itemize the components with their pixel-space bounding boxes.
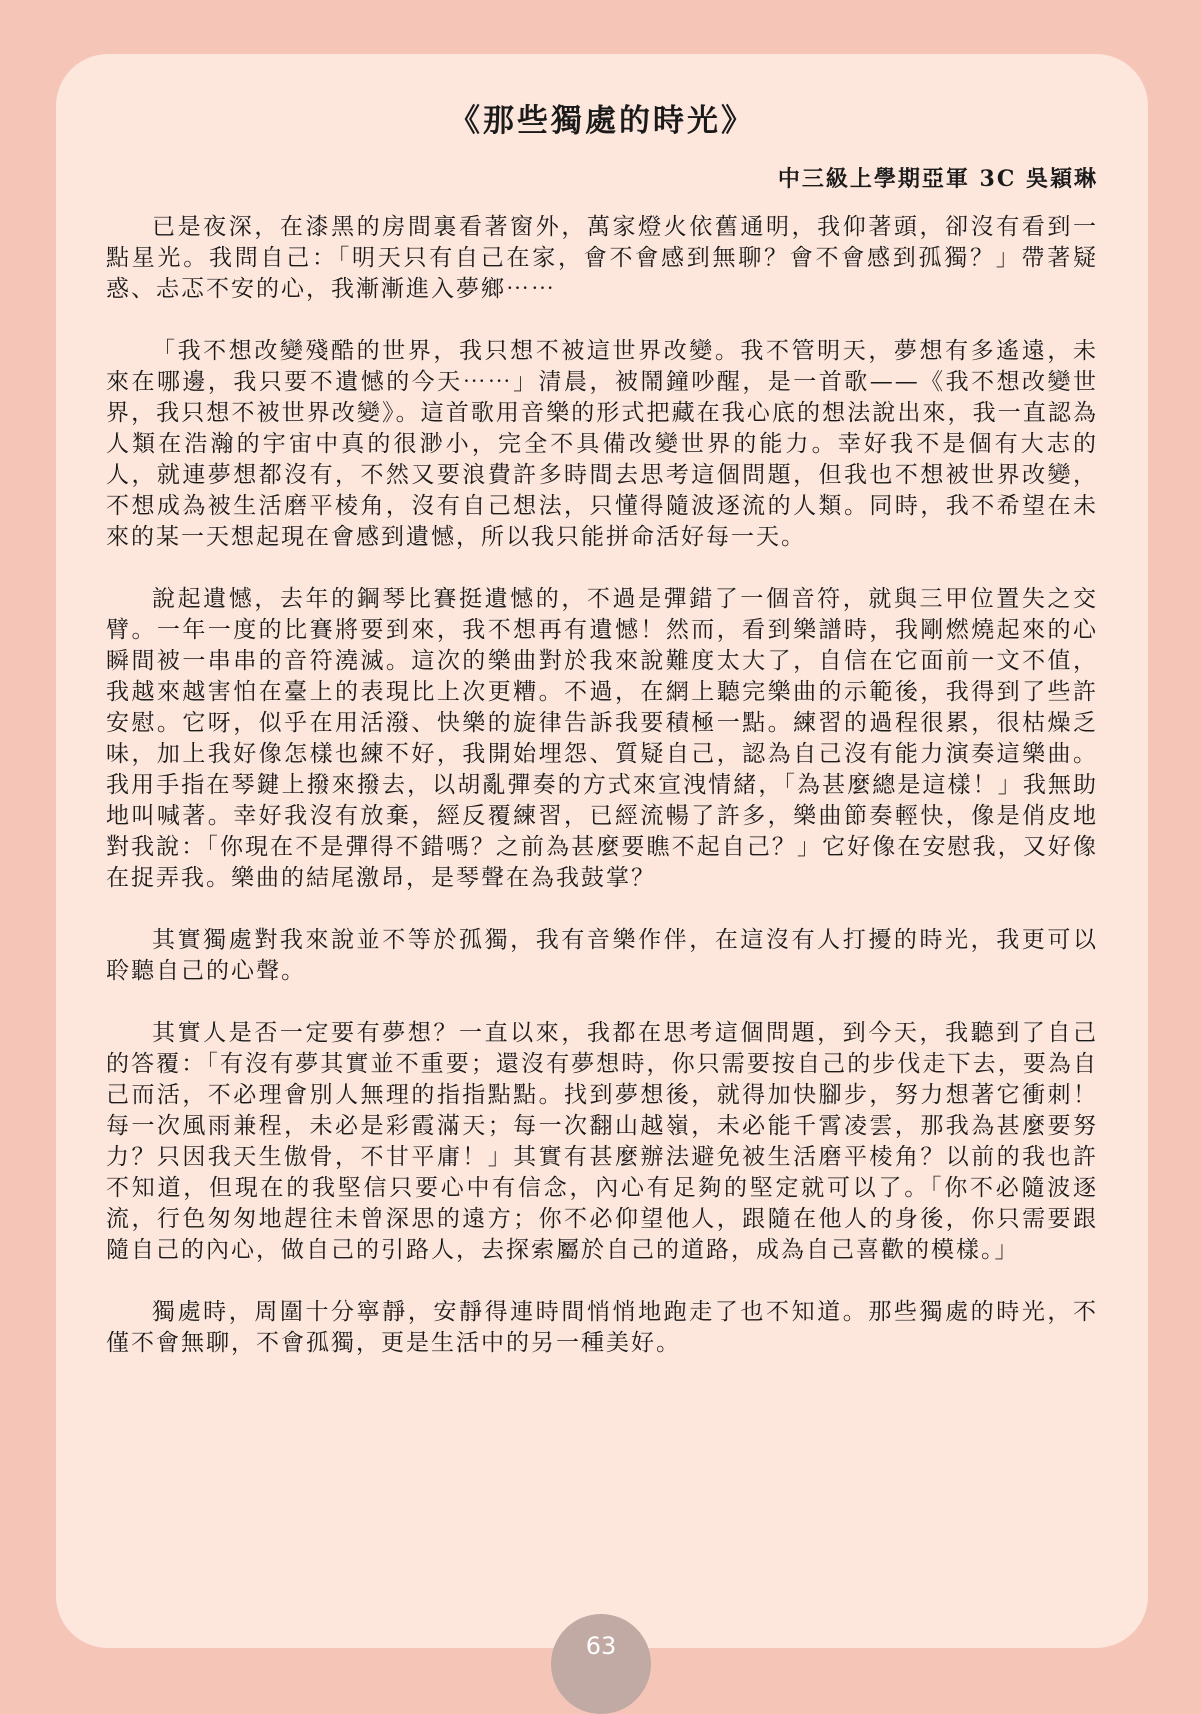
author-byline: 中三級上學期亞軍 3C 吳穎琳	[777, 166, 1098, 192]
page-card	[56, 54, 1148, 1648]
paragraph: 說起遺憾，去年的鋼琴比賽挺遺憾的，不過是彈錯了一個音符，就與三甲位置失之交臂。一年一度的比賽將要到來，我不想再有遺憾！然而，看到樂譜時，我剛燃燒起來的心瞬間被一串串的音符澆滅。這次的樂曲對於我來說難度太大了，自信在它面前一文不值，我越來越害怕在臺上的表現比上次更糟。不過，在網上聽完樂曲的示範後，我得到了些許安慰。它呀，似乎在用活潑、快樂的旋律告訴我要積極一點。練習的過程很累，很枯燥乏味，加上我好像怎樣也練不好，我開始埋怨、質疑自己，認為自己沒有能力演奏這樂曲。我用手指在琴鍵上撥來撥去，以胡亂彈奏的方式來宣洩情緒，「為甚麼總是這樣！」我無助地叫喊著。幸好我沒有放棄，經反覆練習，已經流暢了許多，樂曲節奏輕快，像是俏皮地對我說：「你現在不是彈得不錯嗎？之前為甚麼要瞧不起自己？」它好像在安慰我，又好像在捉弄我。樂曲的結尾激昂，是琴聲在為我鼓掌？	[106, 586, 1098, 891]
article-title: 《那些獨處的時光》	[449, 103, 755, 139]
page-number-badge: 63	[551, 1614, 651, 1714]
paragraph: 其實人是否一定要有夢想？一直以來，我都在思考這個問題，到今天，我聽到了自己的答覆：「有沒有夢其實並不重要；還沒有夢想時，你只需要按自己的步伐走下去，要為自己而活，不必理會別人無理的指指點點。找到夢想後，就得加快腳步，努力想著它衝刺！每一次風雨兼程，未必是彩霞滿天；每一次翻山越嶺，未必能千霄凌雲，那我為甚麼要努力？只因我天生傲骨，不甘平庸！」其實有甚麼辦法避免被生活磨平棱角？以前的我也許不知道，但現在的我堅信只要心中有信念，內心有足夠的堅定就可以了。「你不必隨波逐流，行色匆匆地趕往未曾深思的遠方；你不必仰望他人，跟隨在他人的身後，你只需要跟隨自己的內心，做自己的引路人，去探索屬於自己的道路，成為自己喜歡的模樣。」	[106, 1020, 1098, 1263]
paragraph: 獨處時，周圍十分寧靜，安靜得連時間悄悄地跑走了也不知道。那些獨處的時光，不僅不會無聊，不會孤獨，更是生活中的另一種美好。	[106, 1299, 1098, 1356]
paragraph: 其實獨處對我來說並不等於孤獨，我有音樂作伴，在這沒有人打擾的時光，我更可以聆聽自己的心聲。	[106, 927, 1098, 984]
paragraph: 「我不想改變殘酷的世界，我只想不被這世界改變。我不管明天，夢想有多遙遠，未來在哪邊，我只要不遺憾的今天⋯⋯」清晨，被鬧鐘吵醒，是一首歌——《我不想改變世界，我只想不被世界改變》。這首歌用音樂的形式把藏在我心底的想法說出來，我一直認為人類在浩瀚的宇宙中真的很渺小，完全不具備改變世界的能力。幸好我不是個有大志的人，就連夢想都沒有，不然又要浪費許多時間去思考這個問題，但我也不想被世界改變，不想成為被生活磨平棱角，沒有自己想法，只懂得隨波逐流的人類。同時，我不希望在未來的某一天想起現在會感到遺憾，所以我只能拼命活好每一天。	[106, 338, 1098, 550]
article-body	[106, 212, 1098, 1359]
paragraph: 已是夜深，在漆黑的房間裏看著窗外，萬家燈火依舊通明，我仰著頭，卻沒有看到一點星光。我問自己：「明天只有自己在家，會不會感到無聊？會不會感到孤獨？」帶著疑惑、忐忑不安的心，我漸漸進入夢鄉⋯⋯	[106, 214, 1098, 302]
